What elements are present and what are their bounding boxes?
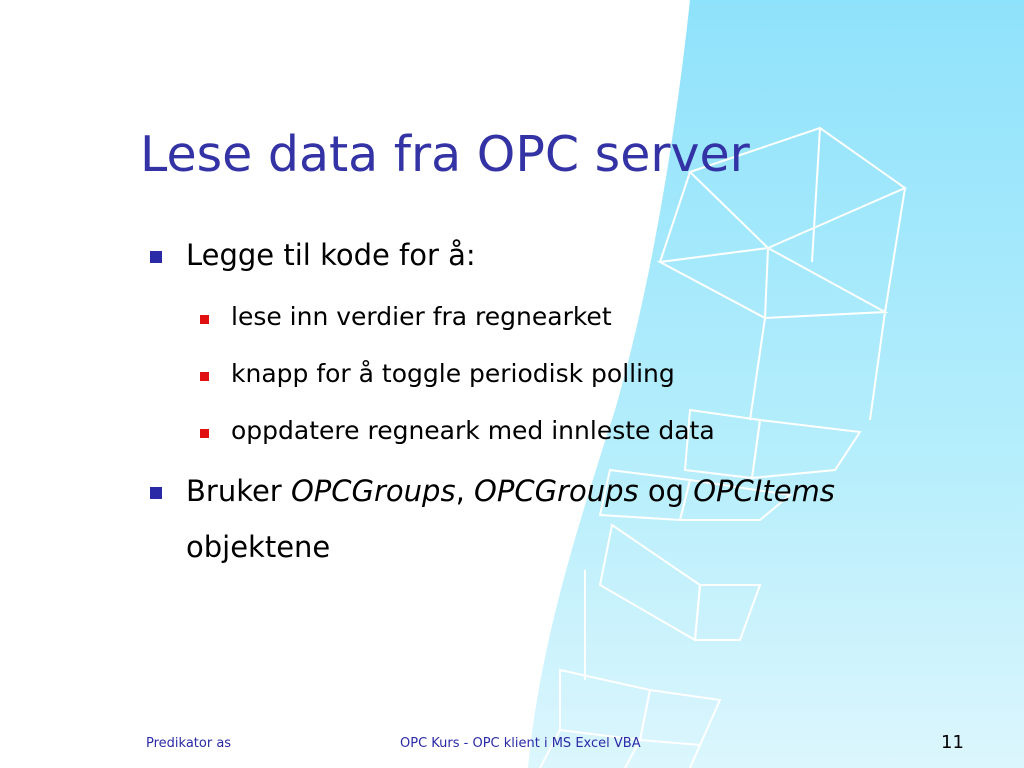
separator: og bbox=[638, 474, 694, 508]
sub-bullet-square-icon bbox=[200, 372, 209, 381]
sub-bullet-text: lese inn verdier fra regnearket bbox=[231, 302, 612, 331]
term-opcgroups-2: OPCGroups bbox=[474, 474, 639, 508]
separator: , bbox=[455, 474, 474, 508]
bullet-square-icon bbox=[150, 251, 162, 263]
sub-bullet-text: knapp for å toggle periodisk polling bbox=[231, 359, 675, 388]
bullet-text bbox=[186, 474, 835, 508]
bullet-square-icon bbox=[150, 487, 162, 499]
slide-title: Lese data fra OPC server bbox=[140, 126, 750, 183]
term-opcgroups: OPCGroups bbox=[290, 474, 456, 508]
bullet-text-prefix: Bruker bbox=[186, 474, 291, 508]
sub-bullet-square-icon bbox=[200, 429, 209, 438]
sub-bullet-text: oppdatere regneark med innleste data bbox=[231, 416, 715, 445]
bullet-text: Legge til kode for å: bbox=[186, 238, 476, 272]
sub-bullet-square-icon bbox=[200, 315, 209, 324]
term-opcitems: OPCItems bbox=[693, 474, 835, 508]
footer-company: Predikator as bbox=[146, 736, 232, 751]
footer-course-title: OPC Kurs - OPC klient i MS Excel VBA bbox=[400, 736, 641, 751]
bullet-text: objektene bbox=[186, 530, 331, 564]
page-number: 11 bbox=[941, 732, 964, 753]
